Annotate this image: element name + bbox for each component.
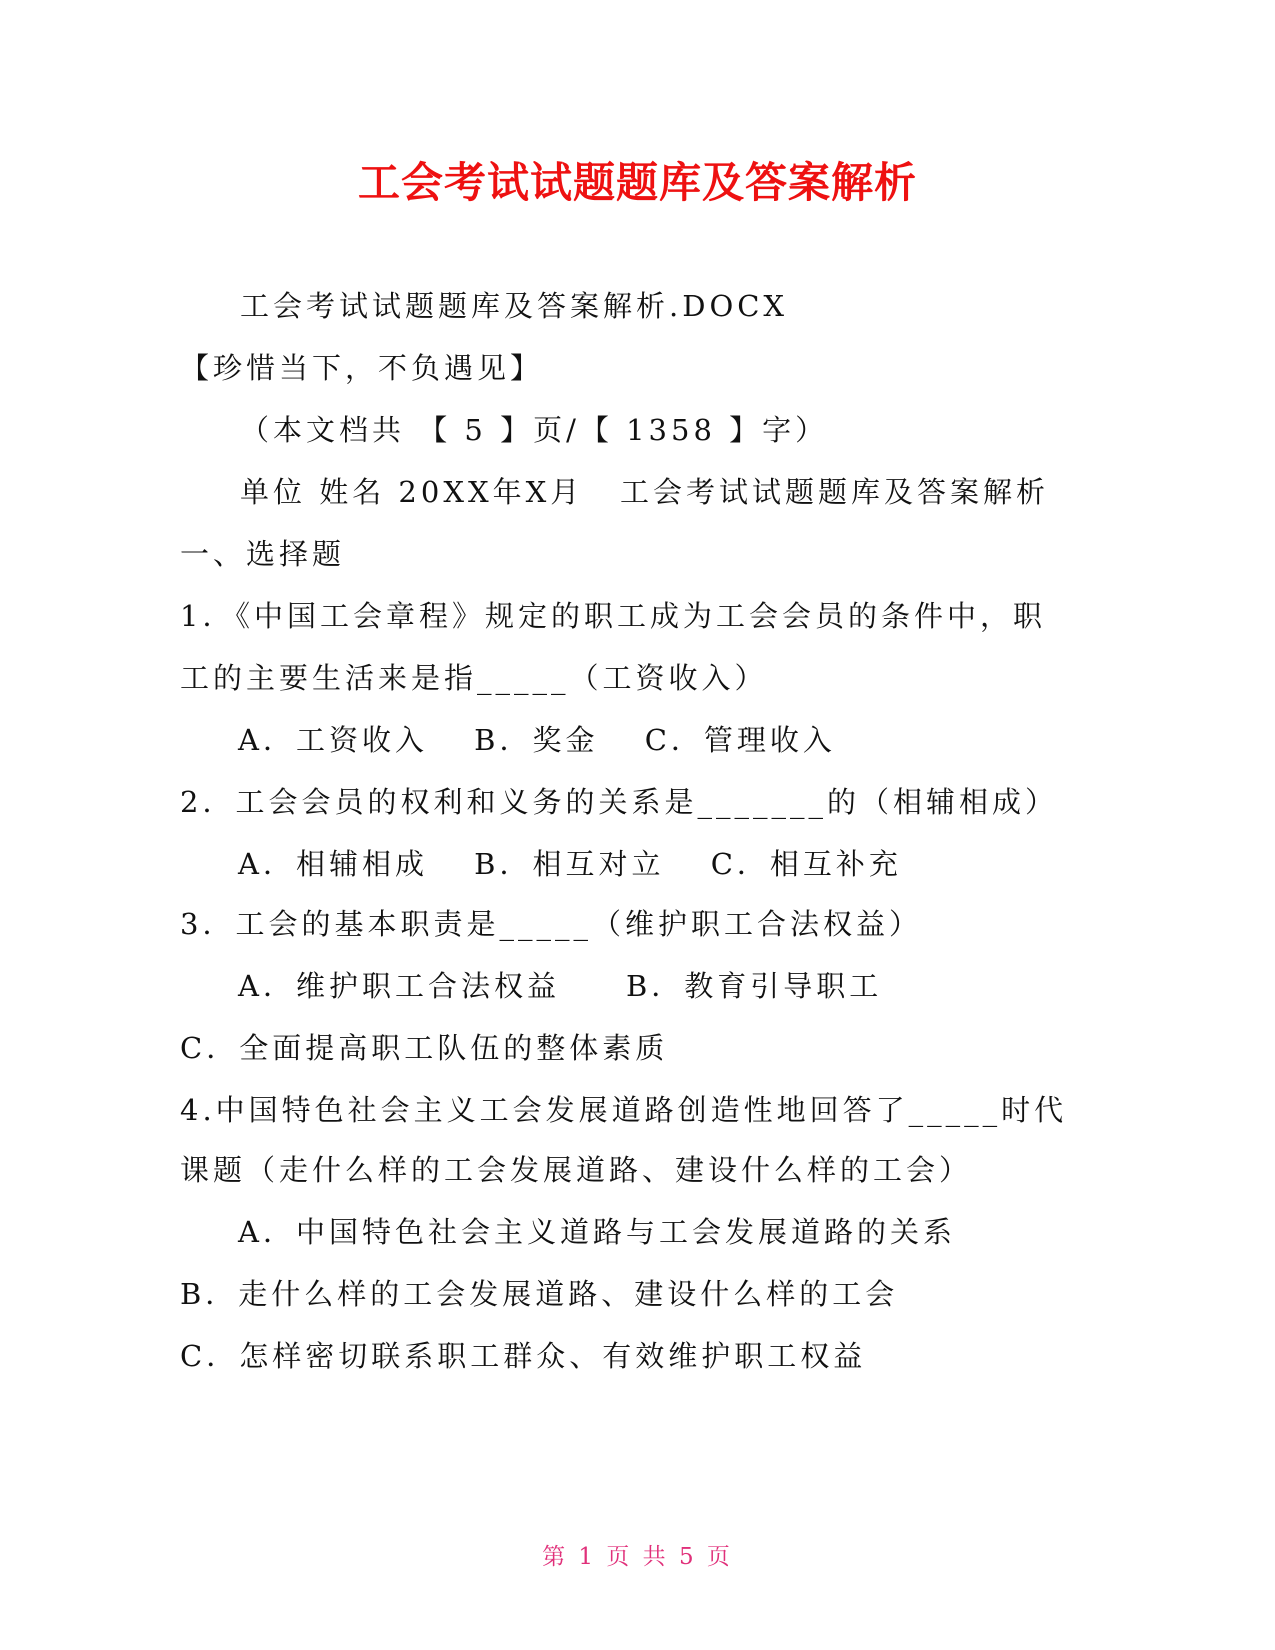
document-filename: 工会考试试题题库及答案解析.DOCX — [240, 289, 789, 323]
question-3-option-c: C．全面提高职工队伍的整体素质 — [180, 1031, 669, 1065]
question-4-option-c: C．怎样密切联系职工群众、有效维护职工权益 — [180, 1339, 867, 1373]
question-4-line-1: 4.中国特色社会主义工会发展道路创造性地回答了_____时代 — [180, 1093, 1068, 1127]
motto: 【珍惜当下，不负遇见】 — [180, 351, 544, 385]
question-1-line-1: 1．《中国工会章程》规定的职工成为工会会员的条件中，职 — [180, 599, 1046, 633]
document-meta: （本文档共 【 5 】页/【 1358 】字） — [240, 413, 829, 447]
question-4-line-2: 课题（走什么样的工会发展道路、建设什么样的工会） — [180, 1153, 973, 1187]
question-2-line-1: 2．工会会员的权利和义务的关系是_______的（相辅相成） — [180, 785, 1058, 819]
question-3-line-1: 3．工会的基本职责是_____（维护职工合法权益） — [180, 907, 922, 941]
question-4-option-a: A．中国特色社会主义道路与工会发展道路的关系 — [238, 1215, 956, 1249]
document-title: 工会考试试题题库及答案解析 — [357, 158, 917, 207]
question-3-options-ab: A．维护职工合法权益 B．教育引导职工 — [238, 969, 883, 1003]
question-4-option-b: B．走什么样的工会发展道路、建设什么样的工会 — [180, 1277, 899, 1311]
unit-line-title: 工会考试试题题库及答案解析 — [620, 475, 1050, 509]
page-footer: 第 1 页 共 5 页 — [542, 1544, 733, 1570]
section-heading: 一、选择题 — [180, 537, 346, 571]
question-1-line-2: 工的主要生活来是指_____（工资收入） — [180, 661, 768, 695]
question-2-options: A．相辅相成 B．相互对立 C．相互补充 — [238, 847, 902, 881]
question-1-options: A．工资收入 B．奖金 C．管理收入 — [238, 723, 836, 757]
unit-line: 单位 姓名 20XX年X月 — [240, 475, 584, 509]
